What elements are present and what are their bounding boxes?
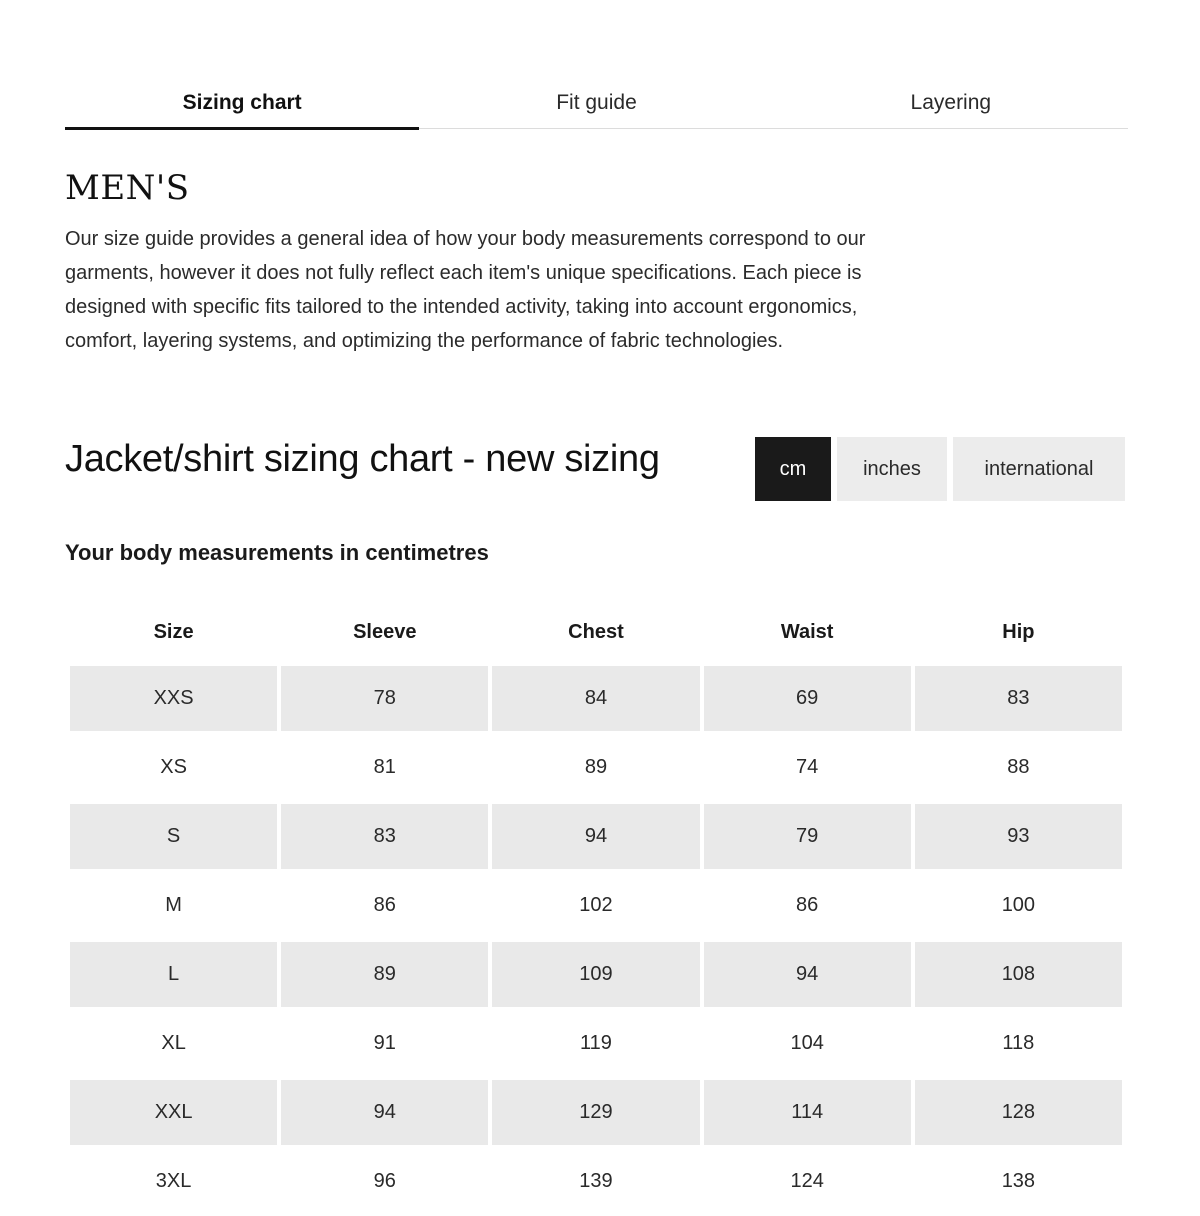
table-row <box>70 733 1122 802</box>
cell-hip: 100 <box>915 871 1122 940</box>
cell-chest: 84 <box>492 664 699 733</box>
cell-chest: 119 <box>492 1009 699 1078</box>
cell-size: XL <box>70 1009 277 1078</box>
table-row <box>70 940 1122 1009</box>
cell-size: L <box>70 940 277 1009</box>
cell-waist: 69 <box>704 664 911 733</box>
cell-hip: 88 <box>915 733 1122 802</box>
cell-sleeve: 89 <box>281 940 488 1009</box>
cell-chest: 89 <box>492 733 699 802</box>
cell-size: S <box>70 802 277 871</box>
cell-sleeve: 91 <box>281 1009 488 1078</box>
size-guide-tabs <box>65 80 1128 129</box>
unit-toggle <box>755 437 1125 501</box>
cell-sleeve: 83 <box>281 802 488 871</box>
table-row <box>70 1147 1122 1216</box>
cell-sleeve: 96 <box>281 1147 488 1216</box>
table-row <box>70 802 1122 871</box>
cell-hip: 108 <box>915 940 1122 1009</box>
measurements-subheading: Your body measurements in centimetres <box>65 540 489 565</box>
intro-paragraph: Our size guide provides a general idea of how your body measurements correspond to our garments, however it does not fully reflect each item's unique specifications. Each piece is designed with specific fits tailored to the intended activity, taking into account ergonomics, comfort, layering systems, and optimizing the performance of fabric technologies. <box>65 228 866 352</box>
cell-chest: 109 <box>492 940 699 1009</box>
cell-sleeve: 81 <box>281 733 488 802</box>
cell-hip: 138 <box>915 1147 1122 1216</box>
chart-title: Jacket/shirt sizing chart - new sizing <box>65 438 660 480</box>
unit-inches-button[interactable]: inches <box>837 437 947 501</box>
column-header-chest: Chest <box>568 620 624 643</box>
cell-size: M <box>70 871 277 940</box>
table-row <box>70 664 1122 733</box>
cell-sleeve: 86 <box>281 871 488 940</box>
table-row <box>70 1009 1122 1078</box>
cell-hip: 93 <box>915 802 1122 871</box>
cell-size: 3XL <box>70 1147 277 1216</box>
tab-fit-guide[interactable]: Fit guide <box>556 91 637 114</box>
cell-size: XXL <box>70 1078 277 1147</box>
cell-chest: 102 <box>492 871 699 940</box>
table-row <box>70 1078 1122 1147</box>
cell-waist: 79 <box>704 802 911 871</box>
column-header-waist: Waist <box>780 620 834 643</box>
cell-size: XXS <box>70 664 277 733</box>
cell-hip: 118 <box>915 1009 1122 1078</box>
table-row <box>70 871 1122 940</box>
unit-cm-button[interactable]: cm <box>755 437 831 501</box>
cell-waist: 74 <box>704 733 911 802</box>
cell-waist: 86 <box>704 871 911 940</box>
section-title: MEN'S <box>65 168 190 208</box>
cell-sleeve: 94 <box>281 1078 488 1147</box>
cell-waist: 114 <box>704 1078 911 1147</box>
tab-layering[interactable]: Layering <box>910 91 992 114</box>
cell-chest: 94 <box>492 802 699 871</box>
cell-waist: 124 <box>704 1147 911 1216</box>
table-header-row <box>70 600 1122 664</box>
cell-waist: 94 <box>704 940 911 1009</box>
cell-sleeve: 78 <box>281 664 488 733</box>
cell-chest: 129 <box>492 1078 699 1147</box>
column-header-sleeve: Sleeve <box>353 620 417 643</box>
column-header-size: Size <box>153 620 194 643</box>
cell-waist: 104 <box>704 1009 911 1078</box>
cell-hip: 83 <box>915 664 1122 733</box>
cell-size: XS <box>70 733 277 802</box>
column-header-hip: Hip <box>1002 620 1035 643</box>
tab-sizing-chart[interactable]: Sizing chart <box>65 80 419 128</box>
size-table <box>66 600 1126 1216</box>
unit-international-button[interactable]: international <box>953 437 1125 501</box>
cell-hip: 128 <box>915 1078 1122 1147</box>
cell-chest: 139 <box>492 1147 699 1216</box>
